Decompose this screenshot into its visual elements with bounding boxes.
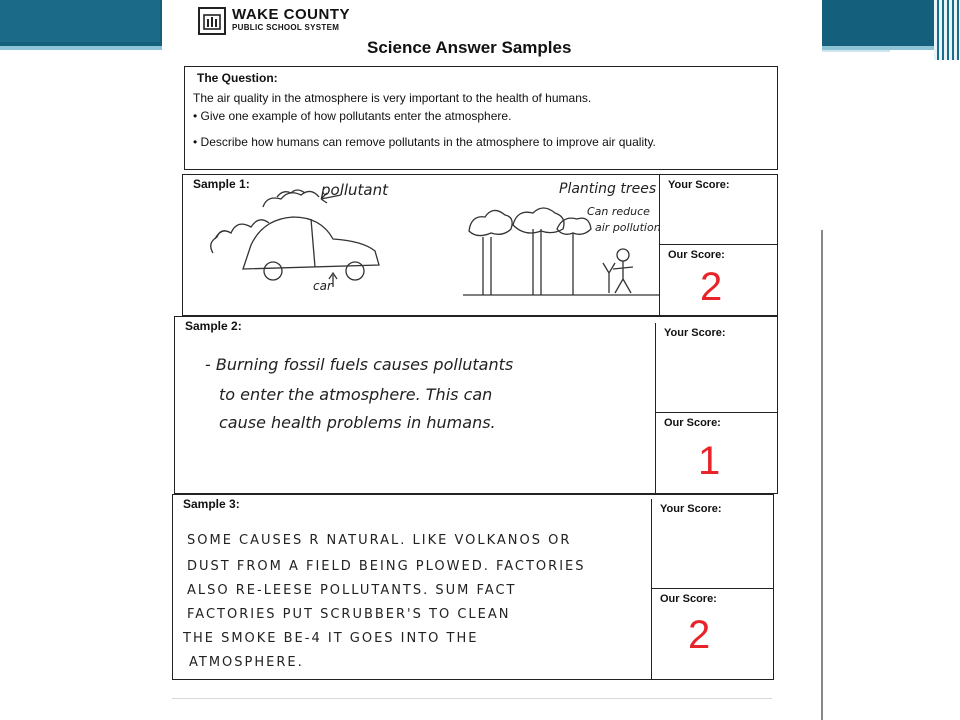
score-column (655, 323, 778, 493)
org-name: WAKE COUNTY (232, 6, 350, 23)
sample-label: Sample 1: (193, 177, 250, 191)
score-column (651, 499, 774, 679)
answer-line: to enter the atmosphere. This can (219, 385, 493, 404)
slide-header-rule (820, 50, 890, 52)
drawing-label-air: air pollution (595, 221, 661, 234)
slide-corner-decoration (934, 0, 960, 60)
drawing-label-reduce: Can reduce (587, 205, 650, 218)
page-title: Science Answer Samples (367, 38, 572, 57)
our-score-label: Our Score: (664, 417, 721, 429)
our-score-value: 1 (698, 439, 721, 483)
question-bullet-text: Give one example of how pollutants enter the atmosphere. (200, 109, 512, 123)
drawing-label-pollutant: pollutant (321, 181, 389, 199)
score-column (659, 175, 778, 315)
answer-line: SOME CAUSES R NATURAL. LIKE VOLKANOS OR (187, 533, 572, 548)
our-score-label: Our Score: (668, 249, 725, 261)
sample-label: Sample 2: (185, 319, 242, 333)
our-score-label: Our Score: (660, 593, 717, 605)
org-subtitle: PUBLIC SCHOOL SYSTEM (232, 23, 340, 32)
our-score-cell (652, 589, 774, 679)
question-bullet: • Give one example of how pollutants enter the atmosphere. (193, 109, 512, 123)
your-score-label: Your Score: (664, 327, 726, 339)
our-score-cell (660, 245, 778, 315)
answer-line: - Burning fossil fuels causes pollutants (205, 355, 514, 374)
question-bullet-text: Describe how humans can remove pollutants in the atmosphere to improve air quality. (200, 135, 656, 149)
answer-line: cause health problems in humans. (219, 413, 496, 432)
page-right-edge (821, 230, 823, 720)
school-logo-icon (198, 7, 226, 35)
sample-1-box (182, 174, 778, 316)
your-score-cell (660, 175, 778, 245)
our-score-value: 2 (688, 613, 711, 657)
page-bottom-edge (172, 698, 772, 699)
scanned-worksheet (162, 0, 822, 720)
slide-header-band-left (0, 0, 160, 42)
your-score-label: Your Score: (660, 503, 722, 515)
drawing-label-car: car (313, 279, 332, 293)
answer-line: DUST FROM A FIELD BEING PLOWED. FACTORIES (187, 559, 586, 574)
drawing-label-planting: Planting trees (559, 181, 657, 197)
our-score-cell (656, 413, 778, 493)
answer-line: THE SMOKE BE-4 IT GOES INTO THE (183, 631, 479, 646)
question-box (184, 66, 778, 170)
your-score-label: Your Score: (668, 179, 730, 191)
our-score-value: 2 (700, 265, 723, 309)
sample-3-box (172, 494, 774, 680)
answer-line: ALSO RE-LEESE POLLUTANTS. SUM FACT (187, 583, 517, 598)
your-score-cell (652, 499, 774, 589)
question-bullet: • Describe how humans can remove pollutants in the atmosphere to improve air quality. (193, 135, 656, 149)
sample-2-box (174, 316, 778, 494)
question-intro: The air quality in the atmosphere is very important to the health of humans. (193, 91, 592, 105)
answer-line: ATMOSPHERE. (189, 655, 304, 670)
sample-label: Sample 3: (183, 497, 240, 511)
your-score-cell (656, 323, 778, 413)
answer-line: FACTORIES PUT SCRUBBER'S TO CLEAN (187, 607, 511, 622)
question-heading: The Question: (197, 71, 278, 85)
